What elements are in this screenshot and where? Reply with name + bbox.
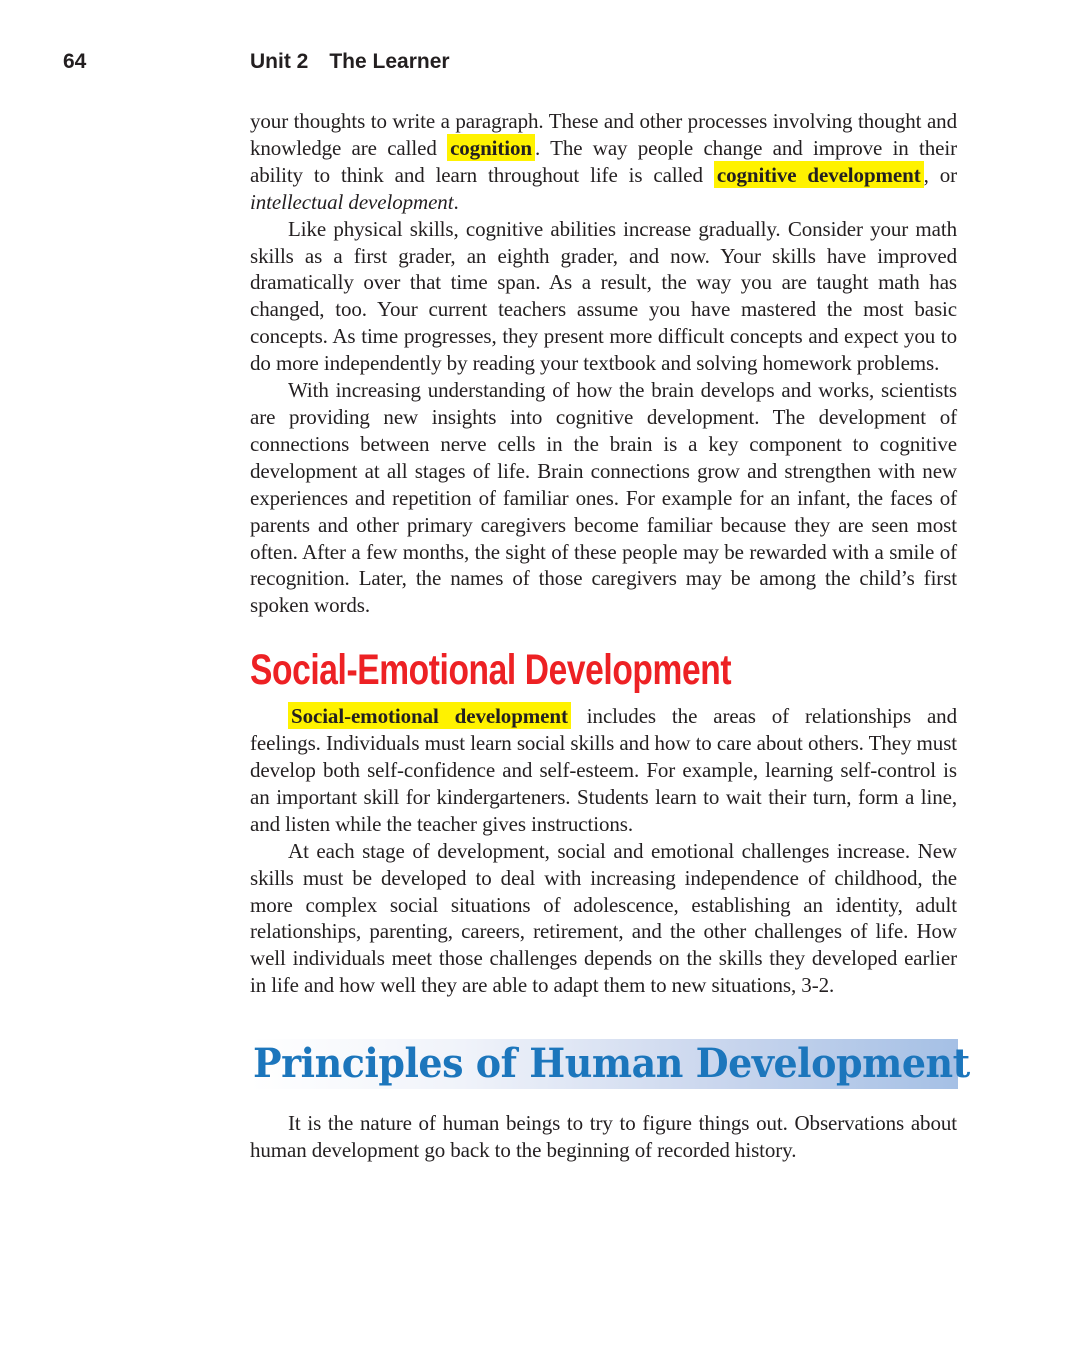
unit-label: Unit 2: [250, 50, 309, 73]
highlighted-term: Social-emotional development: [288, 702, 571, 729]
section-heading-text: Social-Emotional Development: [250, 646, 732, 695]
page-body-column: [250, 108, 970, 1164]
unit-title: The Learner: [329, 50, 450, 73]
body-paragraph: It is the nature of human beings to try to figure things out. Observations about human development go back to the beginning of recorded history.: [250, 1111, 957, 1163]
gradient-heading-banner: [250, 1039, 970, 1089]
body-paragraph: Social-emotional development includes the areas of relationships and feelings. Individuals must learn social skills and how to care about others. They must develop both self-confidence and self-esteem. For example, learning self-control is an important skill for kindergarteners. Students learn to wait their turn, form a line, and listen while the teacher gives instructions.: [250, 704, 957, 836]
body-paragraph: With increasing understanding of how the brain develops and works, scientists are providing new insights into cognitive development. The development of connections between nerve cells in the brain is a key component to cognitive development at all stages of life. Brain connections grow and strengthen with new experiences and repetition of familiar ones. For example for an infant, the faces of parents and other primary caregivers become familiar because they are seen most often. After a few months, the sight of these people may be rewarded with a smile of recognition. Later, the names of those caregivers may be among the child’s first spoken words.: [250, 378, 957, 618]
highlighted-term: cognition: [447, 134, 535, 161]
section-heading-text: Principles of Human Development: [253, 1040, 970, 1088]
highlighted-term: cognitive development: [714, 161, 924, 188]
section-heading-principles: [250, 1039, 1007, 1089]
body-paragraph: your thoughts to write a paragraph. These and other processes involving thought and knowledge are called cognition . The way people change and improve in their ability to think and learn throughout life is called cognitive development , or intellectual development.: [250, 109, 957, 214]
body-paragraph: Like physical skills, cognitive abilities increase gradually. Consider your math skills as a first grader, an eighth grader, and now. Your skills have improved dramatically over that time span. As a result, the way you are taught math has changed, too. Your current teachers assume you have mastered the most basic concepts. As time progresses, they present more difficult concepts and expect you to do more independently by reading your textbook and solving homework problems.: [250, 216, 957, 376]
section-heading-social-emotional: [250, 646, 957, 695]
body-paragraph: At each stage of development, social and emotional challenges increase. New skills must be developed to deal with increasing independence of childhood, the more complex social situations of adolescence, establishing an identity, adult relationships, parenting, careers, retirement, and the other challenges of life. How well individuals meet those challenges depends on the skills they developed earlier in life and how well they are able to adapt them to new situations, 3-2.: [250, 838, 957, 998]
page-number: 64: [63, 50, 87, 73]
italic-term: intellectual development: [250, 189, 454, 214]
unit-header: [250, 51, 450, 72]
